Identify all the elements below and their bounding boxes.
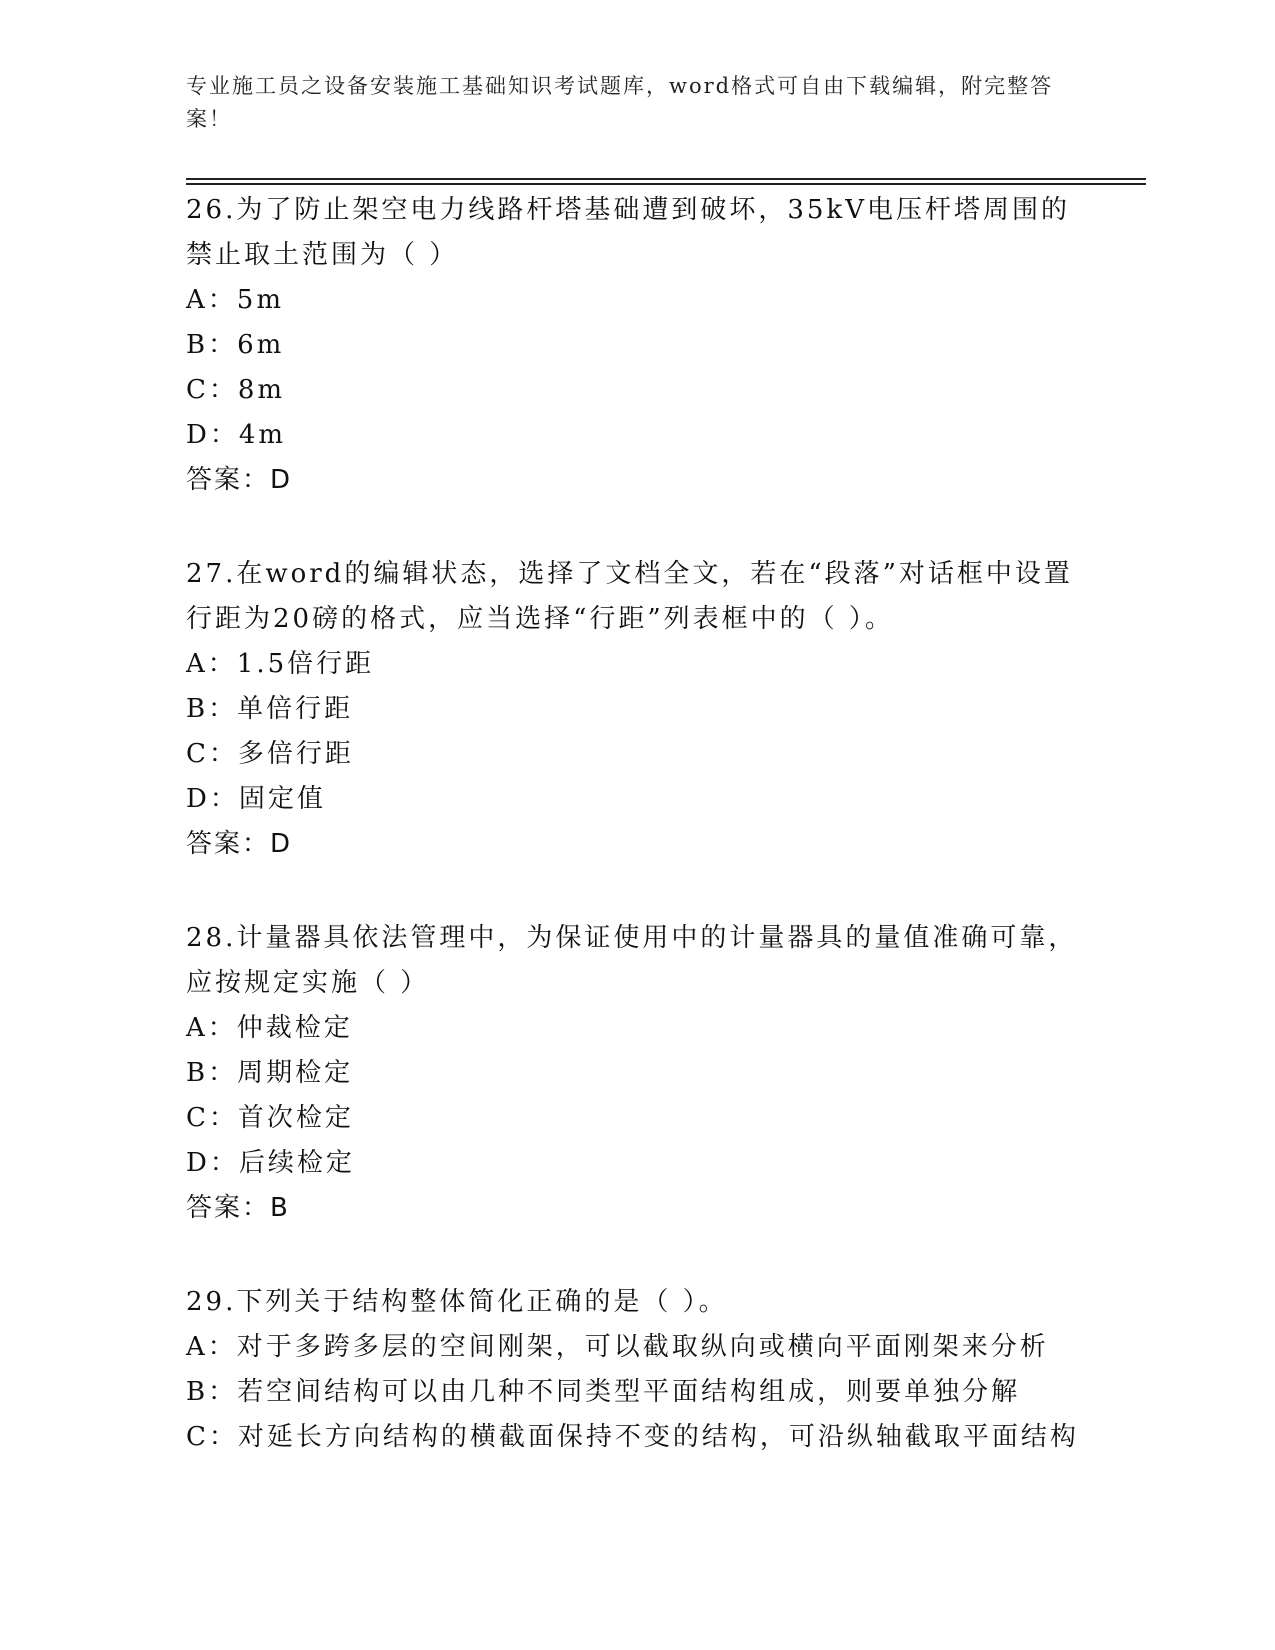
option-a: A：5m xyxy=(186,285,284,315)
answer: 答案：B xyxy=(186,1193,290,1223)
option-a: A：1.5倍行距 xyxy=(186,649,375,679)
header-divider-bottom xyxy=(186,183,1146,185)
header-divider-top xyxy=(186,178,1146,180)
option-b: B：周期检定 xyxy=(186,1058,354,1088)
option-b: B：若空间结构可以由几种不同类型平面结构组成，则要单独分解 xyxy=(186,1377,1021,1407)
question-27 xyxy=(186,552,1086,867)
option-c: C：多倍行距 xyxy=(186,739,354,769)
option-c: C：首次检定 xyxy=(186,1103,354,1133)
option-d: D：固定值 xyxy=(186,784,326,814)
question-stem: 29.下列关于结构整体简化正确的是（ ）。 xyxy=(186,1287,728,1317)
answer: 答案：D xyxy=(186,829,293,859)
question-28 xyxy=(186,916,1086,1231)
option-b: B：单倍行距 xyxy=(186,694,354,724)
answer: 答案：D xyxy=(186,465,293,495)
option-d: D：后续检定 xyxy=(186,1148,355,1178)
document-header: 专业施工员之设备安装施工基础知识考试题库，word格式可自由下载编辑，附完整答案！ xyxy=(186,74,1054,131)
option-a: A：仲裁检定 xyxy=(186,1013,353,1043)
option-c: C：对延长方向结构的横截面保持不变的结构，可沿纵轴截取平面结构 xyxy=(186,1422,1079,1452)
option-d: D：4m xyxy=(186,420,287,450)
option-a: A：对于多跨多层的空间刚架，可以截取纵向或横向平面刚架来分析 xyxy=(186,1332,1049,1362)
option-c: C：8m xyxy=(186,375,286,405)
question-29 xyxy=(186,1280,1086,1460)
question-stem: 28.计量器具依法管理中，为保证使用中的计量器具的量值准确可靠，应按规定实施（ ） xyxy=(186,923,1078,998)
question-26 xyxy=(186,188,1086,503)
question-stem: 27.在word的编辑状态，选择了文档全文，若在“段落”对话框中设置行距为20磅的格式，应当选择“行距”列表框中的（ ）。 xyxy=(186,559,1073,634)
question-stem: 26.为了防止架空电力线路杆塔基础遭到破坏，35kV电压杆塔周围的禁止取土范围为（ ） xyxy=(186,195,1070,270)
option-b: B：6m xyxy=(186,330,285,360)
